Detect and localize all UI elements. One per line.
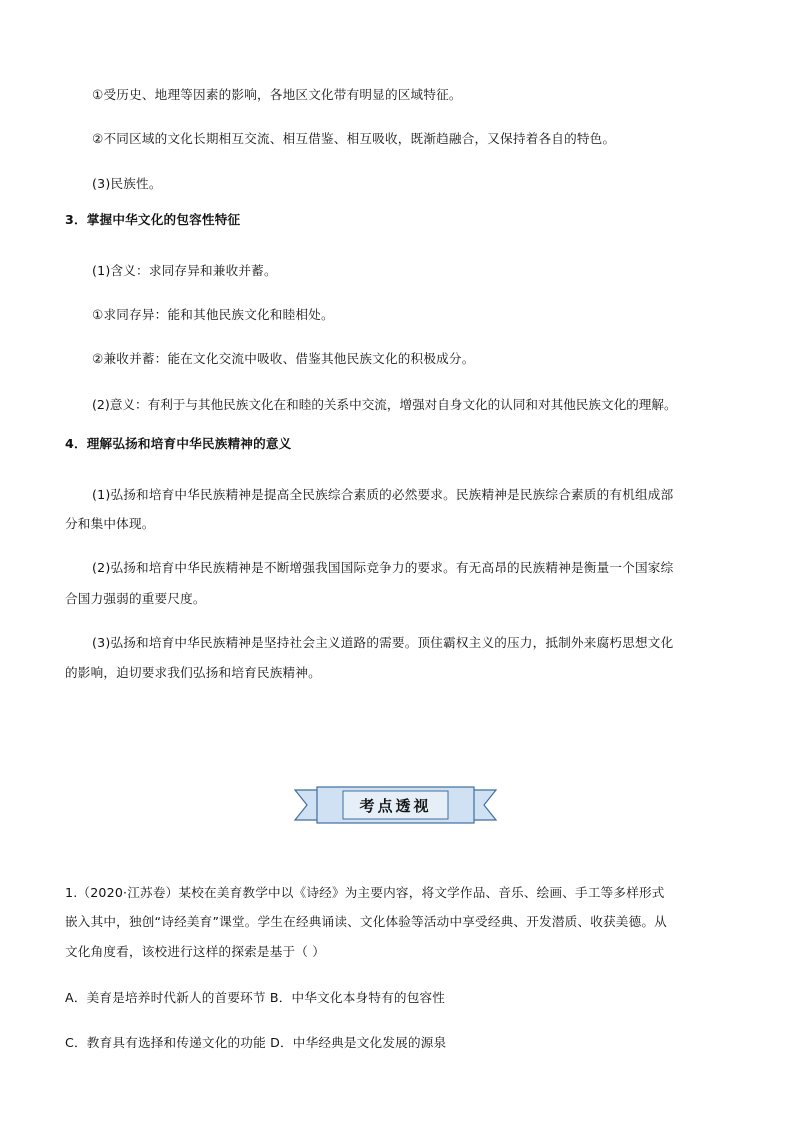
spirit-para-1-line-1: (1)弘扬和培育中华民族精神是提高全民族综合素质的必然要求。民族精神是民族综合素质的有机组成部 [92,487,674,502]
section-3-heading: 3．掌握中华文化的包容性特征 [65,212,241,227]
spirit-para-3-line-1: (3)弘扬和培育中华民族精神是坚持社会主义道路的需要。顶住霸权主义的压力，抵制外来腐朽思想文化 [92,635,674,650]
exam-focus-banner [293,786,498,824]
question-1-line-3: 文化角度看，该校进行这样的探索是基于（ ） [65,944,326,959]
spirit-para-2-line-2: 合国力强弱的重要尺度。 [65,591,206,606]
inclusive-sub-1: ①求同存异：能和其他民族文化和睦相处。 [92,307,334,322]
spirit-para-2-line-1: (2)弘扬和培育中华民族精神是不断增强我国国际竞争力的要求。有无高昂的民族精神是衡量一个国家综 [92,560,674,575]
regional-item-2: ②不同区域的文化长期相互交流、相互借鉴、相互吸收，既渐趋融合，又保持着各自的特色。 [92,131,616,146]
spirit-para-3-line-2: 的影响，迫切要求我们弘扬和培育民族精神。 [65,665,321,680]
inclusive-meaning: (1)含义：求同存异和兼收并蓄。 [92,263,277,278]
banner-title: 考点透视 [359,796,432,815]
spirit-para-1-line-2: 分和集中体现。 [65,516,155,531]
question-1-options-cd: C．教育具有选择和传递文化的功能 D．中华经典是文化发展的源泉 [65,1035,447,1050]
question-1-line-2: 嵌入其中，独创“诗经美育”课堂。学生在经典诵读、文化体验等活动中享受经典、开发潜质、收获美德。从 [65,914,667,929]
question-1-options-ab: A．美育是培养时代新人的首要环节 B．中华文化本身特有的包容性 [65,990,446,1005]
inclusive-sub-2: ②兼收并蓄：能在文化交流中吸收、借鉴其他民族文化的积极成分。 [92,351,475,366]
section-4-heading: 4．理解弘扬和培育中华民族精神的意义 [65,436,292,451]
regional-item-1: ①受历史、地理等因素的影响，各地区文化带有明显的区域特征。 [92,87,462,102]
nationality-item: (3)民族性。 [92,176,162,191]
inclusive-significance: (2)意义：有利于与其他民族文化在和睦的关系中交流，增强对自身文化的认同和对其他民族文化的理解。 [92,397,677,412]
question-1-line-1: 1.（2020·江苏卷）某校在美育教学中以《诗经》为主要内容，将文学作品、音乐、绘画、手工等多样形式 [65,885,665,900]
